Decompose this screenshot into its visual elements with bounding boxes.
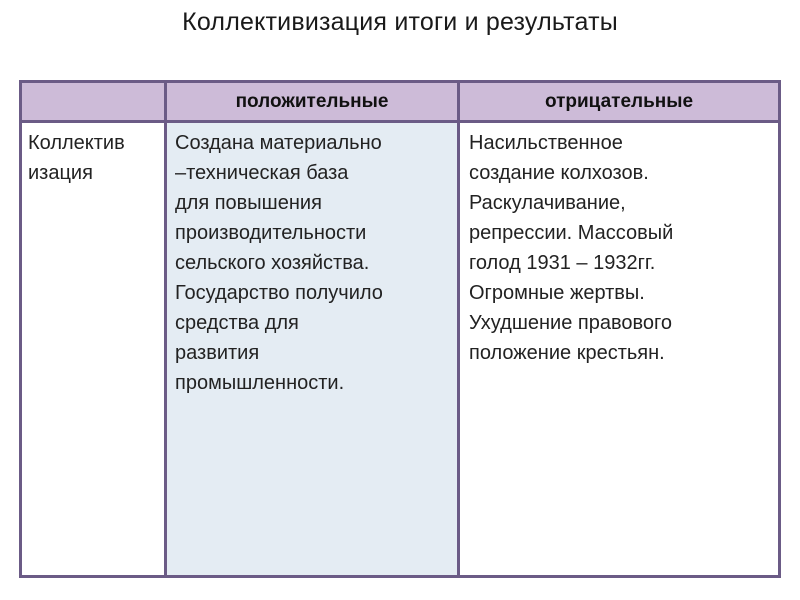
positive-line: сельского хозяйства. bbox=[175, 252, 370, 274]
positive-line: Создана материально bbox=[175, 132, 382, 154]
positive-line: средства для bbox=[175, 312, 299, 334]
table-row bbox=[22, 123, 778, 575]
negative-line: голод 1931 – 1932гг. bbox=[469, 252, 656, 274]
positive-line: производительности bbox=[175, 222, 367, 244]
positive-line: развития bbox=[175, 342, 260, 364]
page-title: Коллективизация итоги и результаты bbox=[182, 8, 618, 36]
header-positive: положительные bbox=[167, 83, 460, 120]
positive-line: промышленности. bbox=[175, 372, 345, 394]
positive-line: –техническая база bbox=[175, 162, 349, 184]
positive-line: для повышения bbox=[175, 192, 322, 214]
header-empty-cell bbox=[22, 83, 167, 120]
positive-cell bbox=[167, 123, 460, 575]
row-label-cell bbox=[22, 123, 167, 575]
positive-line: Государство получило bbox=[175, 282, 383, 304]
row-label-line: изация bbox=[28, 162, 93, 184]
negative-line: положение крестьян. bbox=[469, 342, 665, 364]
results-table bbox=[19, 80, 781, 578]
header-negative: отрицательные bbox=[544, 90, 694, 112]
negative-line: Ухудшение правового bbox=[469, 312, 672, 334]
row-label-line: Коллектив bbox=[28, 132, 125, 154]
negative-line: Раскулачивание, bbox=[469, 192, 626, 214]
negative-line: Огромные жертвы. bbox=[469, 282, 645, 304]
negative-line: создание колхозов. bbox=[469, 162, 649, 184]
table-header-row bbox=[22, 83, 778, 123]
negative-cell bbox=[460, 123, 778, 575]
negative-line: Насильственное bbox=[469, 132, 623, 154]
negative-line: репрессии. Массовый bbox=[469, 222, 674, 244]
